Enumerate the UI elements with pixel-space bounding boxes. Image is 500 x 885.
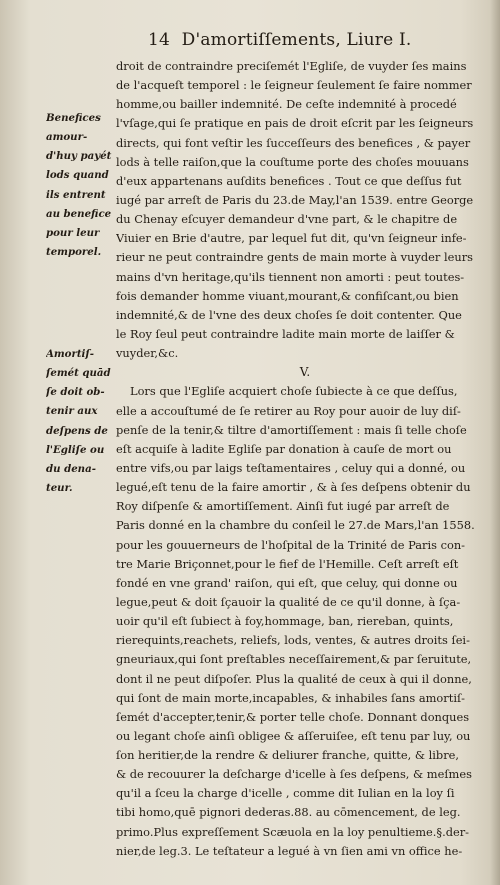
- text-line: fondé en vne grand' raiſon, qui eſt, que celuy, qui donne ou: [116, 575, 458, 590]
- running-title: D'amortiſſements, Liure I.: [181, 30, 412, 50]
- margin-note-line: au benefice: [46, 207, 112, 220]
- text-line: entre vifs,ou par laigs teſtamentaires , celuy qui a donné, ou: [116, 460, 466, 475]
- text-line: elle a accouſtumé de ſe retirer au Roy pour auoir de luy diſ-: [116, 403, 461, 418]
- text-line: uoir qu'il eſt ſubiect à foy,hommage, ban, riereban, quints,: [116, 614, 454, 629]
- text-line: dont il ne peut diſpoſer. Plus la qualité de ceux à qui il donne,: [116, 671, 472, 686]
- margin-note-line: ils entrent: [46, 188, 106, 201]
- text-line: eſt acquiſe à ladite Egliſe par donation à cauſe de mort ou: [116, 441, 452, 456]
- text-line: legue,peut & doit ſçauoir la qualité de ce qu'il donne, à ſça-: [116, 594, 461, 609]
- margin-note-benefices: [46, 109, 116, 262]
- text-line: droit de contraindre preciſemét l'Egliſe, de vuyder ſes mains: [116, 59, 467, 73]
- text-line: fois demander homme viuant,mourant,& confiſcant,ou bien: [116, 288, 459, 303]
- text-line: rieur ne peut contraindre gents de main morte à vuyder leurs: [116, 250, 473, 265]
- text-line: qui ſont de main morte,incapables, & inhabiles ſans amortiſ-: [116, 690, 466, 705]
- text-line: ou legant choſe ainſi obligee & aſſeruiſee, eſt tenu par luy, ou: [116, 728, 471, 743]
- paragraph-1: [116, 57, 494, 363]
- margin-note-line: temporel.: [46, 245, 102, 258]
- text-line: Paris donné en la chambre du conſeil le 27.de Mars,l'an 1558.: [116, 518, 475, 533]
- text-line: tre Marie Briçonnet,pour le fief de l'Hemille. Ceſt arreſt eſt: [116, 556, 459, 571]
- text-line: penſe de la tenir,& tiltre d'amortiſſement : mais ſi telle choſe: [116, 422, 467, 437]
- text-line: nier,de leg.3. Le teſtateur a legué à vn ſien ami vn office he-: [116, 843, 463, 858]
- text-line: Lors que l'Egliſe acquiert choſe ſubiecte à ce que deſſus,: [130, 384, 458, 399]
- text-line: Viuier en Brie d'autre, par lequel fut dit, qu'vn ſeigneur infe-: [116, 231, 467, 246]
- text-line: d'eux appartenans auſdits benefices . Tout ce que deſſus fut: [116, 173, 462, 188]
- margin-note-line: d'huy payét: [46, 150, 112, 163]
- text-line: primo.Plus expreſſement Scæuola en la loy penultieme.§.der-: [116, 824, 470, 839]
- text-line: iugé par arreſt de Paris du 23.de May,l'an 1539. entre George: [116, 192, 474, 207]
- text-line: pour les gouuerneurs de l'hoſpital de la Trinité de Paris con-: [116, 537, 466, 552]
- text-line: le Roy ſeul peut contraindre ladite main morte de laiſſer &: [116, 326, 455, 341]
- text-line: ſon heritier,de la rendre & deliurer franche, quitte, & libre,: [116, 748, 460, 763]
- margin-note-line: deſpens de: [46, 424, 108, 437]
- margin-note-line: teur.: [46, 481, 73, 494]
- text-line: homme,ou bailler indemnité. De ceſte indemnité à procedé: [116, 97, 457, 112]
- margin-note-line: Benefices: [46, 112, 101, 124]
- margin-note-line: pour leur: [46, 226, 100, 239]
- text-line: lods à telle raiſon,que la couſtume porte des choſes mouuans: [116, 154, 469, 169]
- margin-note-amortissement: [46, 345, 116, 498]
- margin-note-line: Amortiſ-: [46, 348, 95, 360]
- running-header: [148, 30, 488, 50]
- margin-note-line: ſemét quād: [46, 367, 111, 380]
- margin-note-line: ſe doit ob-: [46, 386, 105, 399]
- main-text: [116, 57, 494, 861]
- text-line: du Chenay eſcuyer demandeur d'vne part, & le chapitre de: [116, 212, 458, 227]
- text-line: legué,eſt tenu de la faire amortir , & à ſes deſpens obtenir du: [116, 480, 471, 495]
- text-line: vuyder,&c.: [116, 346, 179, 361]
- text-line: & de recouurer la deſcharge d'icelle à ſes deſpens, & meſmes: [116, 767, 472, 782]
- page-number: 14: [148, 30, 171, 50]
- text-line: l'vſage,qui ſe pratique en pais de droit eſcrit par les ſeigneurs: [116, 116, 474, 131]
- text-line: tibi homo,quē pignori dederas.88. au cōmencement, de leg.: [116, 805, 461, 820]
- margin-note-line: l'Egliſe ou: [46, 443, 105, 456]
- text-line: indemnité,& de l'vne des deux choſes ſe doit contenter. Que: [116, 307, 462, 322]
- text-line: mains d'vn heritage,qu'ils tiennent non amorti : peut toutes-: [116, 269, 465, 284]
- text-line: ſemét d'accepter,tenir,& porter telle choſe. Donnant donques: [116, 709, 470, 724]
- text-line: directs, qui font veſtir les ſucceſſeurs des benefices , & payer: [116, 135, 471, 150]
- text-line: Roy diſpenſe & amortiſſement. Ainſi fut iugé par arreſt de: [116, 499, 450, 514]
- text-line: rierequints,reachets, reliefs, lods, ventes, & autres droits ſei-: [116, 633, 470, 648]
- text-line: qu'il a ſceu la charge d'icelle , comme dit Iulian en la loy ſi: [116, 786, 455, 801]
- page-edge-shadow: [490, 0, 500, 885]
- text-line: gneuriaux,qui ſont preſtables neceſſairement,& par ſeruitute,: [116, 652, 472, 667]
- section-numeral: V.: [299, 365, 311, 380]
- margin-note-line: du dena-: [46, 462, 96, 475]
- margin-note-line: tenir aux: [46, 405, 98, 418]
- margin-note-line: amour-: [46, 131, 88, 144]
- margin-note-line: lods quand: [46, 169, 109, 182]
- text-line: de l'acqueſt temporel : le ſeigneur ſeulement ſe faire nommer: [116, 78, 472, 93]
- paragraph-2: [116, 382, 494, 861]
